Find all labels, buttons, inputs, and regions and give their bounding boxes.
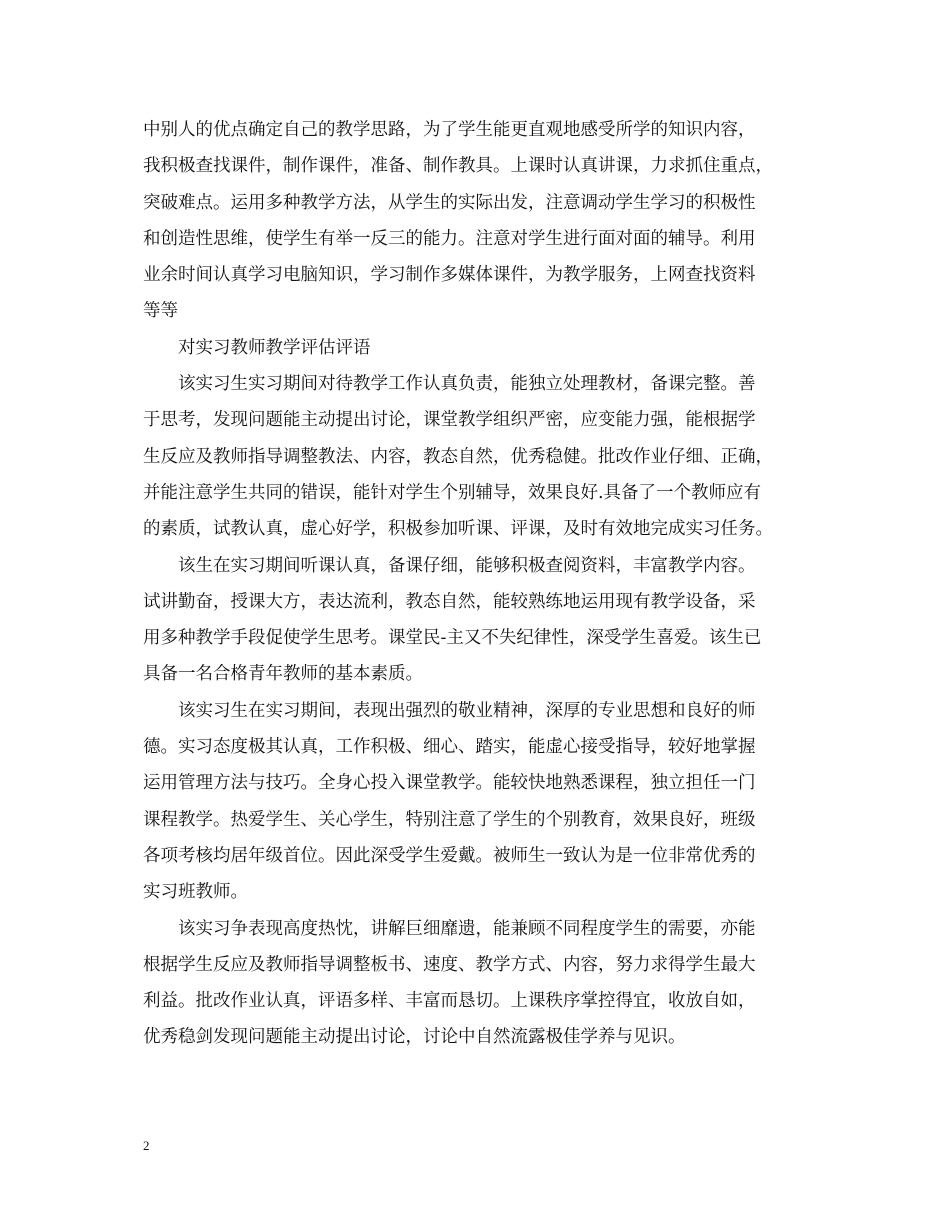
- text-line: 各项考核均居年级首位。因此深受学生爱戴。被师生一致认为是一位非常优秀的: [143, 845, 756, 866]
- text-line: 该实习争表现高度热忱，讲解巨细靡遗，能兼顾不同程度学生的需要，亦能: [178, 918, 756, 939]
- text-line: 的素质，试教认真，虚心好学，积极参加听课、评课，及时有效地完成实习任务。: [143, 519, 773, 540]
- text-line: 优秀稳剑发现问题能主动提出讨论，讨论中自然流露极佳学养与见识。: [143, 1027, 686, 1048]
- text-line: 利益。批改作业认真，评语多样、丰富而恳切。上课秩序掌控得宜，收放自如，: [143, 991, 756, 1012]
- text-line: 实习班教师。: [143, 882, 248, 903]
- text-line: 生反应及教师指导调整教法、内容，教态自然，优秀稳健。批改作业仔细、正确，: [143, 446, 773, 467]
- text-line: 等等: [143, 301, 178, 322]
- text-line: 课程教学。热爱学生、关心学生，特别注意了学生的个别教育，效果良好，班级: [143, 809, 756, 830]
- text-line: 我积极查找课件，制作课件，准备、制作教具。上课时认真讲课，力求抓住重点，: [143, 156, 773, 177]
- text-line: 德。实习态度极其认真，工作积极、细心、踏实，能虚心接受指导，较好地掌握: [143, 737, 756, 758]
- text-line: 用多种教学手段促使学生思考。课堂民-主又不失纪律性，深受学生喜爱。该生已: [143, 628, 762, 649]
- text-line: 具备一名合格青年教师的基本素质。: [143, 664, 423, 685]
- text-line: 该实习生实习期间对待教学工作认真负责，能独立处理教材，备课完整。善: [178, 374, 756, 395]
- text-line: 试讲勤奋，授课大方，表达流利，教态自然，能较熟练地运用现有教学设备，采: [143, 591, 756, 612]
- text-line: 业余时间认真学习电脑知识，学习制作多媒体课件，为教学服务，上网查找资料: [143, 265, 756, 286]
- text-line: 该实习生在实习期间，表现出强烈的敬业精神，深厚的专业思想和良好的师: [178, 700, 756, 721]
- page-number: 2: [143, 1138, 150, 1153]
- section-heading: 对实习教师教学评估评语: [178, 337, 371, 358]
- text-line: 突破难点。运用多种教学方法，从学生的实际出发，注意调动学生学习的积极性: [143, 192, 756, 213]
- text-line: 该生在实习期间听课认真，备课仔细，能够积极查阅资料，丰富教学内容。: [178, 555, 756, 576]
- text-line: 于思考，发现问题能主动提出讨论，课堂教学组织严密，应变能力强，能根据学: [143, 410, 756, 431]
- text-line: 并能注意学生共同的错误，能针对学生个别辅导，效果良好.具备了一个教师应有: [143, 482, 762, 503]
- document-body: [143, 112, 823, 1056]
- text-line: 和创造性思维，使学生有举一反三的能力。注意对学生进行面对面的辅导。利用: [143, 228, 756, 249]
- text-line: 中别人的优点确定自己的教学思路，为了学生能更直观地感受所学的知识内容，: [143, 120, 756, 140]
- text-line: 根据学生反应及教师指导调整板书、速度、教学方式、内容，努力求得学生最大: [143, 954, 756, 975]
- text-line: 运用管理方法与技巧。全身心投入课堂教学。能较快地熟悉课程，独立担任一门: [143, 773, 756, 794]
